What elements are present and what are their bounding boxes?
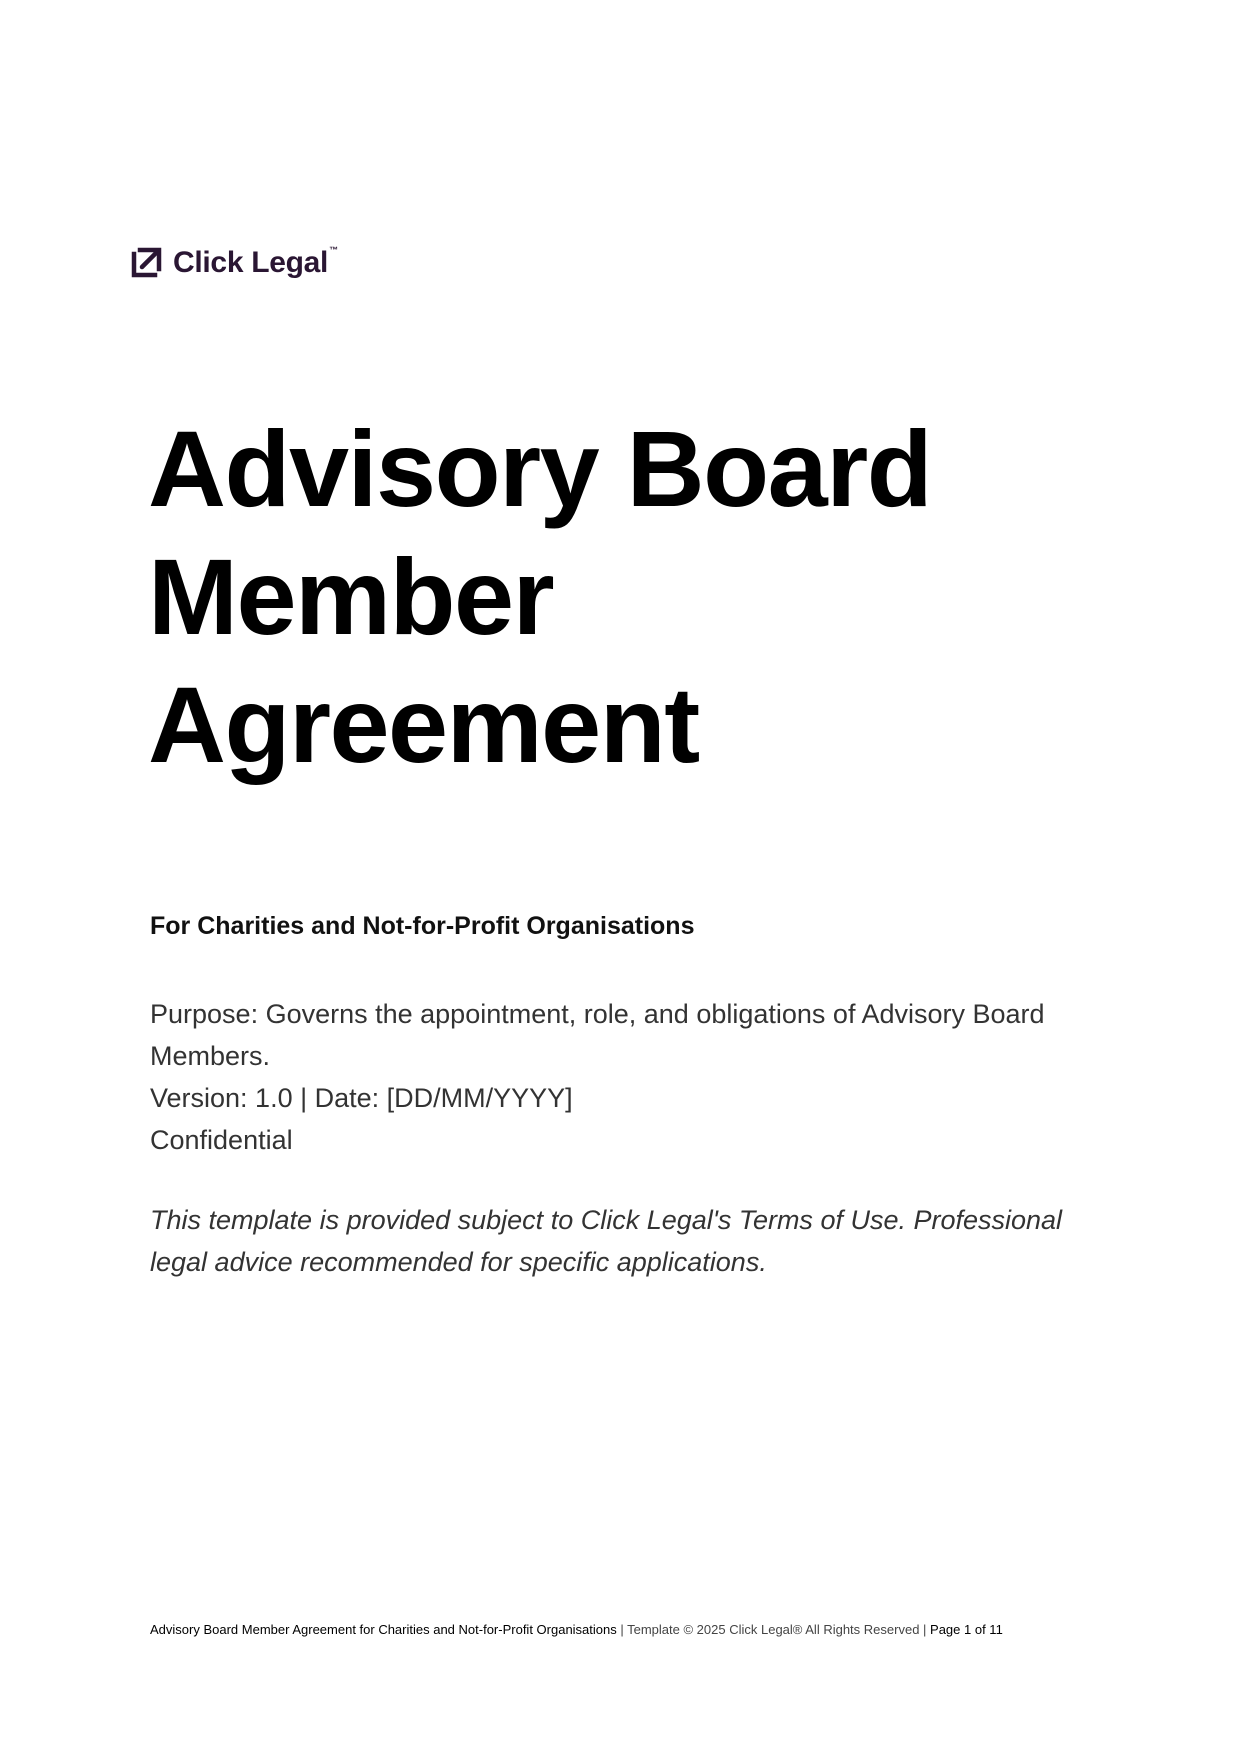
- footer-doc-name: Advisory Board Member Agreement for Charities and Not-for-Profit Organisations: [150, 1622, 617, 1637]
- arrow-box-icon: [130, 246, 163, 279]
- document-title: [148, 405, 1148, 789]
- brand-logo: [130, 246, 338, 279]
- logo-text: Click Legal™: [173, 244, 338, 279]
- footer-separator: |: [616, 1622, 628, 1637]
- title-line-1: Advisory Board: [148, 408, 932, 529]
- trademark-mark: ™: [329, 244, 338, 255]
- footer-copyright: Template © 2025 Click Legal® All Rights Reserved: [627, 1622, 920, 1637]
- title-line-2: Member: [148, 536, 554, 657]
- confidential-label: Confidential: [150, 1125, 293, 1155]
- footer-page-number: Page 1 of 11: [930, 1622, 1003, 1637]
- disclaimer-text: This template is provided subject to Click Legal's Terms of Use. Professional legal advice recommended for specific applications.: [150, 1205, 1063, 1277]
- document-meta: [150, 993, 1110, 1161]
- footer-separator: |: [919, 1622, 931, 1637]
- version-date-text: Version: 1.0 | Date: [DD/MM/YYYY]: [150, 1083, 573, 1113]
- document-subtitle: For Charities and Not-for-Profit Organisations: [150, 912, 695, 940]
- title-line-3: Agreement: [148, 664, 699, 785]
- page-footer: [150, 1622, 1003, 1637]
- purpose-text: Purpose: Governs the appointment, role, and obligations of Advisory Board Members.: [150, 999, 1045, 1071]
